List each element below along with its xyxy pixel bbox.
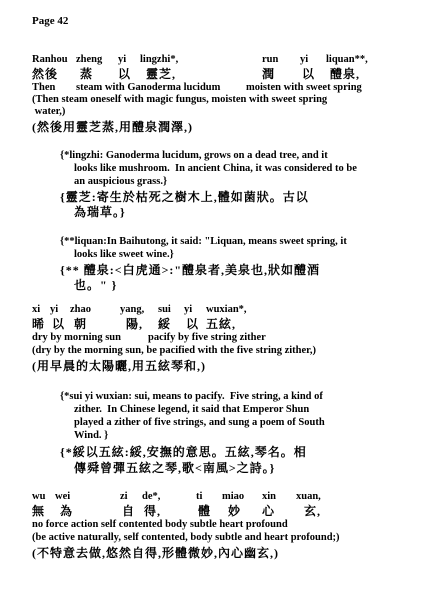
chinese-word: 自 bbox=[122, 504, 136, 518]
pinyin-word: yi bbox=[300, 54, 309, 65]
note-line: {*sui yi wuxian: sui, means to pacify. Five string, a kind of bbox=[60, 391, 323, 402]
page-number: Page 42 bbox=[32, 15, 69, 27]
pinyin-word: liquan**, bbox=[326, 54, 368, 65]
chinese-word: 以 bbox=[186, 317, 200, 331]
chinese-word: 得, bbox=[144, 504, 162, 518]
chinese-word: 無 bbox=[32, 504, 46, 518]
chinese-word: 綏 bbox=[158, 317, 172, 331]
gloss-text: Then bbox=[32, 82, 56, 93]
pinyin-word: ti bbox=[196, 491, 203, 502]
translation-line: (Then steam oneself with magic fungus, moisten with sweet spring bbox=[32, 94, 328, 105]
note-line-chinese: {靈芝:寄生於枯死之樹木上,體如菌狀。古以 bbox=[60, 190, 309, 204]
translation-line: (dry by the morning sun, be pacified with the five string zither,) bbox=[32, 345, 316, 356]
chinese-word: 醴泉, bbox=[330, 67, 361, 81]
pinyin-word: zhao bbox=[70, 304, 91, 315]
chinese-word: 朝 bbox=[74, 317, 88, 331]
chinese-word: 玄, bbox=[304, 504, 322, 518]
note-line-chinese: {*綏以五絃:綏,安撫的意思。五絃,琴名。相 bbox=[60, 445, 307, 459]
gloss-text: pacify by five string zither bbox=[148, 332, 266, 343]
note-line: looks like sweet wine.} bbox=[74, 249, 174, 260]
note-line: played a zither of five strings, and sung a poem of South bbox=[74, 417, 325, 428]
pinyin-word: zheng bbox=[76, 54, 103, 65]
chinese-word: 五絃, bbox=[206, 317, 237, 331]
pinyin-word: xin bbox=[262, 491, 277, 502]
note-line-chinese: 為瑞草。} bbox=[74, 205, 126, 219]
chinese-word: 以 bbox=[118, 67, 132, 81]
note-line-chinese: 傳舜曾彈五絃之琴,歌<南風>之詩。} bbox=[74, 461, 276, 475]
chinese-word: 以 bbox=[302, 67, 316, 81]
chinese-word: 晞 bbox=[32, 317, 46, 331]
chinese-word: 為 bbox=[60, 504, 74, 518]
pinyin-word: yi bbox=[50, 304, 59, 315]
pinyin-word: Ranhou bbox=[32, 54, 68, 65]
translation-chinese: (用早晨的太陽曬,用五絃琴和,) bbox=[32, 359, 206, 373]
gloss-text: steam with Ganoderma lucidum bbox=[76, 82, 221, 93]
chinese-word: 然後 bbox=[32, 67, 59, 81]
pinyin-word: yi bbox=[184, 304, 193, 315]
chinese-word: 蒸 bbox=[80, 67, 94, 81]
pinyin-word: xuan, bbox=[296, 491, 321, 502]
chinese-word: 體 bbox=[198, 504, 212, 518]
note-line-chinese: {** 醴泉:<白虎通>:"醴泉者,美泉也,狀如醴酒 bbox=[60, 263, 321, 277]
translation-line: (be active naturally, self contented, body subtle and heart profound;) bbox=[32, 532, 340, 543]
gloss-text: no force action self contented body subtle heart profound bbox=[32, 519, 288, 530]
pinyin-word: wei bbox=[55, 491, 71, 502]
pinyin-word: lingzhi*, bbox=[140, 54, 179, 65]
chinese-word: 妙 bbox=[228, 504, 242, 518]
translation-line: water,) bbox=[32, 106, 66, 117]
chinese-word: 心 bbox=[262, 504, 276, 518]
translation-chinese: (然後用靈芝蒸,用醴泉潤澤,) bbox=[32, 120, 193, 134]
chinese-word: 陽, bbox=[126, 317, 144, 331]
note-line: {*lingzhi: Ganoderma lucidum, grows on a dead tree, and it bbox=[60, 150, 328, 161]
pinyin-word: zi bbox=[120, 491, 128, 502]
note-line: an auspicious grass.} bbox=[74, 176, 168, 187]
pinyin-word: miao bbox=[222, 491, 245, 502]
pinyin-word: wuxian*, bbox=[206, 304, 247, 315]
translation-chinese: (不特意去做,悠然自得,形體微妙,內心幽玄,) bbox=[32, 546, 279, 560]
note-line: zither. In Chinese legend, it said that Emperor Shun bbox=[74, 404, 310, 415]
pinyin-word: run bbox=[262, 54, 279, 65]
chinese-word: 以 bbox=[52, 317, 66, 331]
pinyin-word: wu bbox=[32, 491, 46, 502]
chinese-word: 潤 bbox=[262, 67, 276, 81]
gloss-text: moisten with sweet spring bbox=[246, 82, 362, 93]
pinyin-word: de*, bbox=[142, 491, 161, 502]
pinyin-word: yi bbox=[118, 54, 127, 65]
pinyin-word: yang, bbox=[120, 304, 145, 315]
note-line: Wind. } bbox=[74, 430, 109, 441]
gloss-text: dry by morning sun bbox=[32, 332, 121, 343]
pinyin-word: sui bbox=[158, 304, 171, 315]
note-line: {**liquan:In Baihutong, it said: "Liquan, means sweet spring, it bbox=[60, 236, 347, 247]
note-line: looks like mushroom. In ancient China, it was considered to be bbox=[74, 163, 357, 174]
pinyin-word: xi bbox=[32, 304, 41, 315]
note-line-chinese: 也。" } bbox=[74, 278, 118, 292]
chinese-word: 靈芝, bbox=[146, 67, 177, 81]
